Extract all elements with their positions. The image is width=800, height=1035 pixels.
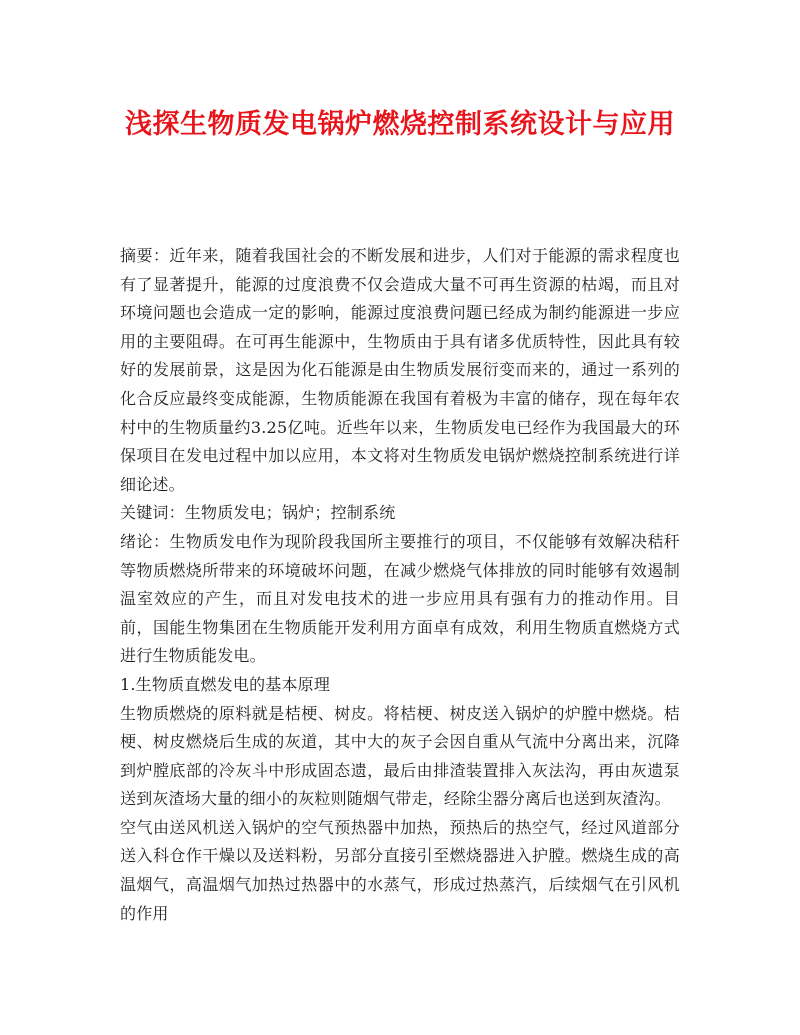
abstract-paragraph: 摘要：近年来，随着我国社会的不断发展和进步，人们对于能源的需求程度也有了显著提升，能源的过度浪费不仅会造成大量不可再生资源的枯竭，而且对环境问题也会造成一定的影响，能源过度浪费问题已经成为制约能源进一步应用的主要阻碍。在可再生能源中，生物质由于具有诸多优质特性，因此具有较好的发展前景，这是因为化石能源是由生物质发展衍变而来的，通过一系列的化合反应最终变成能源，生物质能源在我国有着极为丰富的储存，现在每年农村中的生物质量约3.25亿吨。近些年以来，生物质发电已经作为我国最大的环保项目在发电过程中加以应用，本文将对生物质发电锅炉燃烧控制系统进行详细论述。 xyxy=(120,246,680,494)
body-paragraph: 生物质燃烧的原料就是桔梗、树皮。将桔梗、树皮送入锅炉的炉膛中燃烧。桔梗、树皮燃烧后生成的灰道，其中大的灰子会因自重从气流中分离出来，沉降到炉膛底部的冷灰斗中形成固态遗，最后由排渣装置排入灰法沟，再由灰遗泵送到灰渣场大量的细小的灰粒则随烟气带走，经除尘器分离后也送到灰渣沟。 xyxy=(120,703,680,809)
section-heading: 1.生物质直燃发电的基本原理 xyxy=(120,674,331,694)
keywords-paragraph: 关键词：生物质发电；锅炉；控制系统 xyxy=(120,503,396,523)
document-body xyxy=(120,242,680,928)
introduction-paragraph: 绪论：生物质发电作为现阶段我国所主要推行的项目，不仅能够有效解决秸秆等物质燃烧所带来的环境破坏问题，在减少燃烧气体排放的同时能够有效遏制温室效应的产生，而且对发电技术的进一步应用具有强有力的推动作用。目前，国能生物集团在生物质能开发利用方面卓有成效，利用生物质直燃烧方式进行生物质能发电。 xyxy=(120,531,680,666)
document-title: 浅探生物质发电锅炉燃烧控制系统设计与应用 xyxy=(125,109,675,140)
body-paragraph: 空气由送风机送入锅炉的空气预热器中加热，预热后的热空气，经过风道部分送入科仓作干燥以及送料粉，另部分直接引至燃烧器进入护膛。燃烧生成的高温烟气，高温烟气加热过热器中的水蒸气，形成过热蒸汽，后续烟气在引风机的作用 xyxy=(120,817,680,923)
